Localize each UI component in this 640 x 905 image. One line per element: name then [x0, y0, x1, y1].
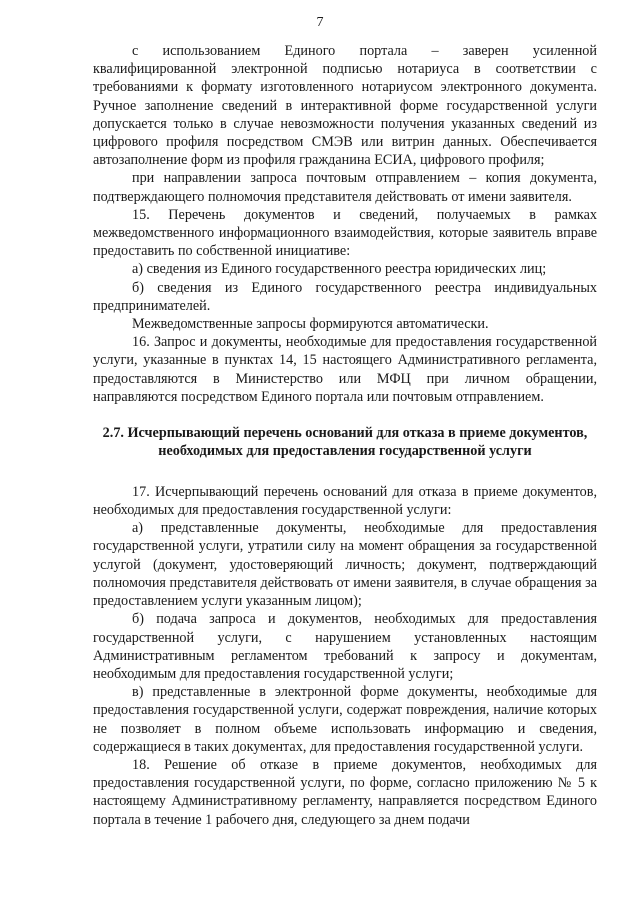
- paragraph-item-16: 16. Запрос и документы, необходимые для предоставления государственной услуги, указанные в пунктах 14, 15 настоящего Административного регламента, предоставляются в Министерство или МФЦ при личном обращении, направляются посредством Единого портала или почтовым отправлением.: [93, 334, 597, 405]
- paragraph-item-17-c: в) представленные в электронной форме документы, необходимые для предоставления государственной услуги, содержат повреждения, наличие которых не позволяет в полном объеме использовать информацию и сведения, содержащиеся в таких документах, для предоставления государственной услуги.: [93, 684, 597, 755]
- paragraph-item-18: 18. Решение об отказе в приеме документов, необходимых для предоставления государственной услуги, по форме, согласно приложению № 5 к настоящему Административному регламенту, направляется посредством Единого портала в течение 1 рабочего дня, следующего за днем подачи: [93, 756, 597, 828]
- document-body: [93, 42, 597, 829]
- paragraph-interagency-requests: Межведомственные запросы формируются автоматически.: [132, 316, 489, 333]
- paragraph-notary-signature: с использованием Единого портала – заверен усиленной квалифицированной электронной подписью нотариуса в соответствии с требованиями к формату изготовленного нотариусом электронного документа. Ручное заполнение сведений в интерактивной форме государственной услуги допускается только в случае невозможности получения указанных сведений из цифрового профиля посредством СМЭВ или витрин данных. Обеспечивается автозаполнение форм из профиля гражданина ЕСИА, цифрового профиля;: [93, 43, 597, 169]
- section-heading-2-7: 2.7. Исчерпывающий перечень оснований для отказа в приеме документов, необходимых для предоставления государственной услуги: [102, 425, 588, 460]
- paragraph-item-15-a: а) сведения из Единого государственного реестра юридических лиц;: [132, 261, 547, 278]
- paragraph-item-17-a: а) представленные документы, необходимые для предоставления государственной услуги, утратили силу на момент обращения за государственной услугой (документ, удостоверяющий личность; документ, подтверждающий полномочия представителя действовать от имени заявителя, в случае обращения за предоставлением услуги указанным лицом);: [93, 520, 597, 610]
- paragraph-item-15: 15. Перечень документов и сведений, получаемых в рамках межведомственного информационного взаимодействия, которые заявитель вправе предоставить по собственной инициативе:: [93, 206, 597, 260]
- paragraph-item-17: 17. Исчерпывающий перечень оснований для отказа в приеме документов, необходимых для предоставления государственной услуги:: [93, 483, 597, 519]
- paragraph-item-17-b: б) подача запроса и документов, необходимых для предоставления государственной услуги, с нарушением установленных настоящим Административным регламентом требований к запросу и документам, необходимым для предоставления государственной услуги;: [93, 611, 597, 682]
- paragraph-postal-copy: при направлении запроса почтовым отправлением – копия документа, подтверждающего полномочия представителя действовать от имени заявителя.: [93, 170, 597, 205]
- page-number: 7: [316, 15, 324, 30]
- paragraph-item-15-b: б) сведения из Единого государственного реестра индивидуальных предпринимателей.: [93, 279, 597, 314]
